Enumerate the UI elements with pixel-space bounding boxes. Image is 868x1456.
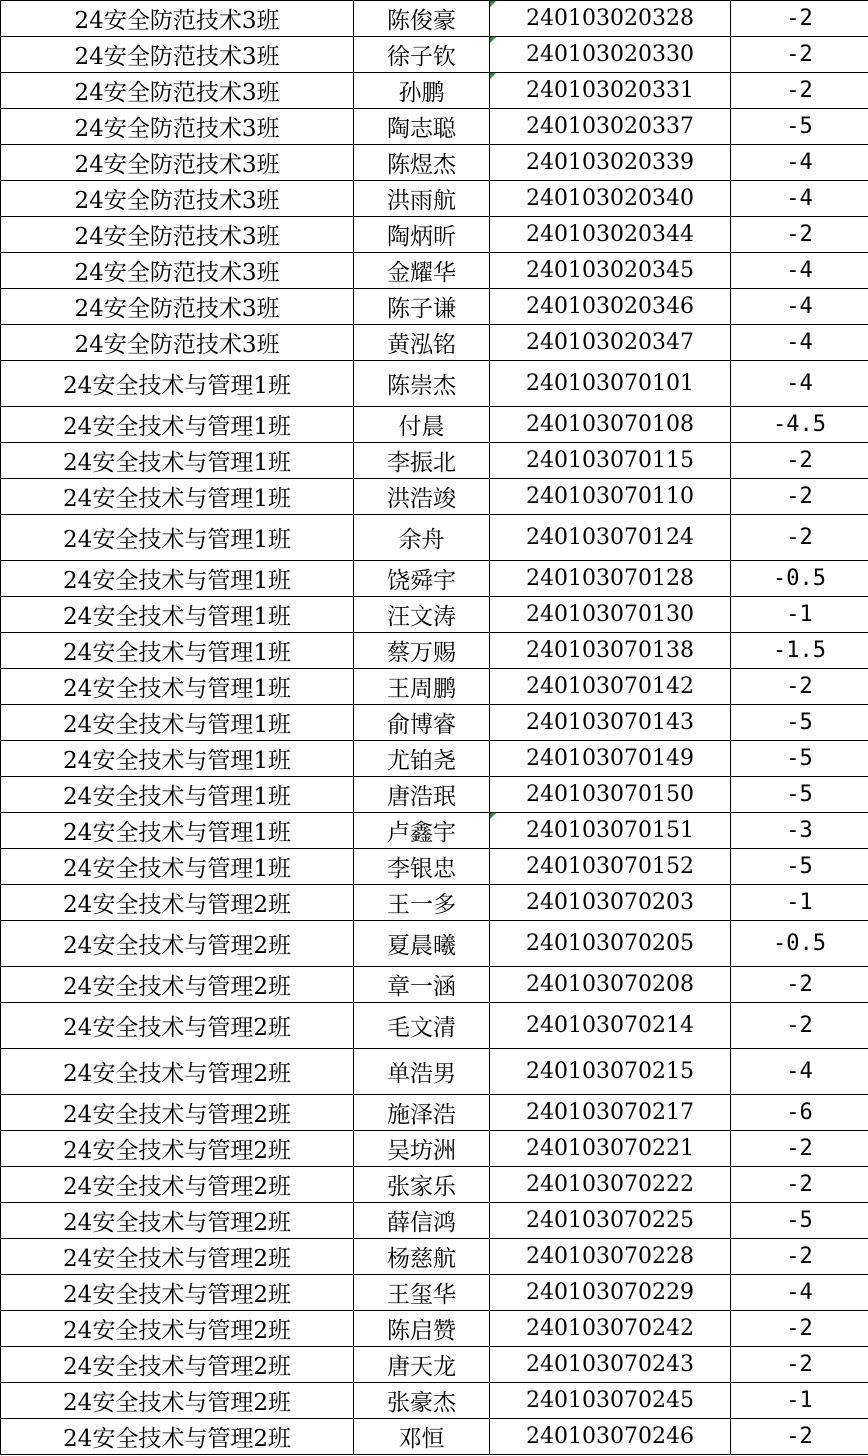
- score-cell: -4: [731, 253, 868, 289]
- class-cell: 24安全技术与管理2班: [1, 1383, 354, 1419]
- name-cell: 尤铂尧: [354, 741, 490, 777]
- student-id-cell: 240103070151: [490, 813, 731, 849]
- name-cell: 陈启赞: [354, 1311, 490, 1347]
- table-row: [1, 741, 868, 777]
- class-cell: 24安全技术与管理1班: [1, 479, 354, 515]
- student-id-cell: 240103070205: [490, 921, 731, 967]
- name-cell: 付晨: [354, 407, 490, 443]
- student-id-cell: 240103070228: [490, 1239, 731, 1275]
- name-cell: 王周鹏: [354, 669, 490, 705]
- class-cell: 24安全防范技术3班: [1, 145, 354, 181]
- score-cell: -2: [731, 669, 868, 705]
- student-id-cell: 240103070217: [490, 1095, 731, 1131]
- class-cell: 24安全技术与管理2班: [1, 967, 354, 1003]
- class-cell: 24安全技术与管理1班: [1, 669, 354, 705]
- student-id-cell: 240103070143: [490, 705, 731, 741]
- table-row: [1, 921, 868, 967]
- score-cell: -2: [731, 1, 868, 37]
- table-row: [1, 705, 868, 741]
- name-cell: 单浩男: [354, 1049, 490, 1095]
- score-cell: -1: [731, 1383, 868, 1419]
- score-cell: -2: [731, 443, 868, 479]
- name-cell: 唐天龙: [354, 1347, 490, 1383]
- class-cell: 24安全技术与管理2班: [1, 1239, 354, 1275]
- table-row: [1, 407, 868, 443]
- class-cell: 24安全技术与管理1班: [1, 515, 354, 561]
- table-row: [1, 669, 868, 705]
- score-cell: -2: [731, 1167, 868, 1203]
- table-row: [1, 561, 868, 597]
- score-cell: -6: [731, 1095, 868, 1131]
- name-cell: 金耀华: [354, 253, 490, 289]
- table-row: [1, 443, 868, 479]
- table-row: [1, 37, 868, 73]
- name-cell: 俞博睿: [354, 705, 490, 741]
- table-row: [1, 1003, 868, 1049]
- class-cell: 24安全防范技术3班: [1, 253, 354, 289]
- score-cell: -4: [731, 181, 868, 217]
- table-row: [1, 1275, 868, 1311]
- student-id-cell: 240103070130: [490, 597, 731, 633]
- name-cell: 陈俊豪: [354, 1, 490, 37]
- class-cell: 24安全技术与管理1班: [1, 741, 354, 777]
- table-row: [1, 253, 868, 289]
- score-cell: -3: [731, 813, 868, 849]
- class-cell: 24安全技术与管理2班: [1, 1131, 354, 1167]
- class-cell: 24安全技术与管理1班: [1, 597, 354, 633]
- student-id-cell: 240103070229: [490, 1275, 731, 1311]
- student-id-cell: 240103070225: [490, 1203, 731, 1239]
- score-cell: -2: [731, 1003, 868, 1049]
- class-cell: 24安全技术与管理2班: [1, 1347, 354, 1383]
- deduction-table-body: [1, 1, 868, 1455]
- table-row: [1, 1095, 868, 1131]
- table-row: [1, 109, 868, 145]
- table-row: [1, 967, 868, 1003]
- table-row: [1, 361, 868, 407]
- name-cell: 王玺华: [354, 1275, 490, 1311]
- name-cell: 卢鑫宇: [354, 813, 490, 849]
- student-id-cell: 240103070222: [490, 1167, 731, 1203]
- table-row: [1, 849, 868, 885]
- score-cell: -4: [731, 361, 868, 407]
- class-cell: 24安全技术与管理1班: [1, 407, 354, 443]
- score-cell: -5: [731, 777, 868, 813]
- class-cell: 24安全技术与管理1班: [1, 443, 354, 479]
- class-cell: 24安全防范技术3班: [1, 289, 354, 325]
- name-cell: 陈子谦: [354, 289, 490, 325]
- student-id-cell: 240103070214: [490, 1003, 731, 1049]
- student-id-cell: 240103070208: [490, 967, 731, 1003]
- student-id-cell: 240103020345: [490, 253, 731, 289]
- table-row: [1, 633, 868, 669]
- student-id-cell: 240103070152: [490, 849, 731, 885]
- score-cell: -5: [731, 849, 868, 885]
- student-id-cell: 240103070245: [490, 1383, 731, 1419]
- name-cell: 邓恒: [354, 1419, 490, 1455]
- table-row: [1, 289, 868, 325]
- student-id-cell: 240103070101: [490, 361, 731, 407]
- table-row: [1, 813, 868, 849]
- class-cell: 24安全技术与管理2班: [1, 1095, 354, 1131]
- score-cell: -1.5: [731, 633, 868, 669]
- name-cell: 李银忠: [354, 849, 490, 885]
- name-cell: 章一涵: [354, 967, 490, 1003]
- class-cell: 24安全技术与管理1班: [1, 633, 354, 669]
- score-cell: -4: [731, 289, 868, 325]
- score-cell: -4: [731, 1275, 868, 1311]
- class-cell: 24安全技术与管理1班: [1, 813, 354, 849]
- score-cell: -1: [731, 885, 868, 921]
- student-id-cell: 240103070128: [490, 561, 731, 597]
- name-cell: 吴坊洲: [354, 1131, 490, 1167]
- name-cell: 黄泓铭: [354, 325, 490, 361]
- score-cell: -5: [731, 741, 868, 777]
- class-cell: 24安全技术与管理2班: [1, 885, 354, 921]
- name-cell: 徐子钦: [354, 37, 490, 73]
- class-cell: 24安全技术与管理1班: [1, 561, 354, 597]
- table-row: [1, 597, 868, 633]
- table-row: [1, 1049, 868, 1095]
- score-cell: -0.5: [731, 921, 868, 967]
- score-cell: -5: [731, 1203, 868, 1239]
- name-cell: 孙鹏: [354, 73, 490, 109]
- name-cell: 施泽浩: [354, 1095, 490, 1131]
- class-cell: 24安全防范技术3班: [1, 217, 354, 253]
- table-row: [1, 181, 868, 217]
- score-cell: -2: [731, 1239, 868, 1275]
- score-cell: -4: [731, 325, 868, 361]
- score-cell: -2: [731, 1311, 868, 1347]
- class-cell: 24安全防范技术3班: [1, 1, 354, 37]
- score-cell: -2: [731, 1347, 868, 1383]
- name-cell: 李振北: [354, 443, 490, 479]
- student-id-cell: 240103070149: [490, 741, 731, 777]
- student-id-cell: 240103070108: [490, 407, 731, 443]
- score-cell: -2: [731, 1131, 868, 1167]
- name-cell: 陈煜杰: [354, 145, 490, 181]
- table-row: [1, 145, 868, 181]
- score-cell: -2: [731, 967, 868, 1003]
- class-cell: 24安全技术与管理2班: [1, 1203, 354, 1239]
- class-cell: 24安全技术与管理1班: [1, 705, 354, 741]
- table-row: [1, 1, 868, 37]
- student-id-cell: 240103070124: [490, 515, 731, 561]
- table-row: [1, 885, 868, 921]
- student-id-cell: 240103020347: [490, 325, 731, 361]
- table-row: [1, 777, 868, 813]
- student-id-cell: 240103070115: [490, 443, 731, 479]
- class-cell: 24安全防范技术3班: [1, 37, 354, 73]
- student-id-cell: 240103070150: [490, 777, 731, 813]
- name-cell: 夏晨曦: [354, 921, 490, 967]
- table-row: [1, 1347, 868, 1383]
- student-id-cell: 240103020340: [490, 181, 731, 217]
- student-id-cell: 240103070242: [490, 1311, 731, 1347]
- score-cell: -2: [731, 37, 868, 73]
- student-id-cell: 240103020330: [490, 37, 731, 73]
- table-row: [1, 1239, 868, 1275]
- score-cell: -5: [731, 109, 868, 145]
- student-id-cell: 240103020331: [490, 73, 731, 109]
- class-cell: 24安全技术与管理2班: [1, 1167, 354, 1203]
- name-cell: 洪浩竣: [354, 479, 490, 515]
- score-cell: -1: [731, 597, 868, 633]
- class-cell: 24安全技术与管理2班: [1, 1049, 354, 1095]
- score-cell: -4: [731, 145, 868, 181]
- class-cell: 24安全技术与管理2班: [1, 1311, 354, 1347]
- table-row: [1, 1131, 868, 1167]
- score-cell: -2: [731, 515, 868, 561]
- name-cell: 余舟: [354, 515, 490, 561]
- class-cell: 24安全技术与管理2班: [1, 1003, 354, 1049]
- name-cell: 薛信鸿: [354, 1203, 490, 1239]
- student-id-cell: 240103070110: [490, 479, 731, 515]
- name-cell: 杨慈航: [354, 1239, 490, 1275]
- table-row: [1, 73, 868, 109]
- table-row: [1, 1419, 868, 1455]
- name-cell: 饶舜宇: [354, 561, 490, 597]
- student-id-cell: 240103020337: [490, 109, 731, 145]
- student-id-cell: 240103070221: [490, 1131, 731, 1167]
- class-cell: 24安全技术与管理2班: [1, 1275, 354, 1311]
- score-cell: -4.5: [731, 407, 868, 443]
- table-row: [1, 1167, 868, 1203]
- table-row: [1, 217, 868, 253]
- name-cell: 张家乐: [354, 1167, 490, 1203]
- score-cell: -5: [731, 705, 868, 741]
- class-cell: 24安全技术与管理2班: [1, 1419, 354, 1455]
- student-id-cell: 240103020328: [490, 1, 731, 37]
- class-cell: 24安全防范技术3班: [1, 181, 354, 217]
- name-cell: 王一多: [354, 885, 490, 921]
- name-cell: 陶炳昕: [354, 217, 490, 253]
- score-cell: -2: [731, 217, 868, 253]
- class-cell: 24安全技术与管理1班: [1, 849, 354, 885]
- student-id-cell: 240103020339: [490, 145, 731, 181]
- score-cell: -2: [731, 73, 868, 109]
- student-id-cell: 240103070203: [490, 885, 731, 921]
- class-cell: 24安全技术与管理1班: [1, 361, 354, 407]
- score-cell: -0.5: [731, 561, 868, 597]
- score-cell: -2: [731, 479, 868, 515]
- name-cell: 张豪杰: [354, 1383, 490, 1419]
- student-id-cell: 240103070215: [490, 1049, 731, 1095]
- table-row: [1, 325, 868, 361]
- table-row: [1, 479, 868, 515]
- class-cell: 24安全防范技术3班: [1, 109, 354, 145]
- name-cell: 唐浩珉: [354, 777, 490, 813]
- name-cell: 毛文清: [354, 1003, 490, 1049]
- student-id-cell: 240103020344: [490, 217, 731, 253]
- table-row: [1, 1383, 868, 1419]
- score-cell: -4: [731, 1049, 868, 1095]
- class-cell: 24安全技术与管理1班: [1, 777, 354, 813]
- student-id-cell: 240103070142: [490, 669, 731, 705]
- name-cell: 陈崇杰: [354, 361, 490, 407]
- student-id-cell: 240103070246: [490, 1419, 731, 1455]
- class-cell: 24安全防范技术3班: [1, 73, 354, 109]
- student-id-cell: 240103020346: [490, 289, 731, 325]
- table-row: [1, 1203, 868, 1239]
- name-cell: 陶志聪: [354, 109, 490, 145]
- table-row: [1, 1311, 868, 1347]
- student-id-cell: 240103070138: [490, 633, 731, 669]
- name-cell: 汪文涛: [354, 597, 490, 633]
- class-cell: 24安全技术与管理2班: [1, 921, 354, 967]
- name-cell: 蔡万赐: [354, 633, 490, 669]
- table-row: [1, 515, 868, 561]
- name-cell: 洪雨航: [354, 181, 490, 217]
- student-id-cell: 240103070243: [490, 1347, 731, 1383]
- score-cell: -2: [731, 1419, 868, 1455]
- class-cell: 24安全防范技术3班: [1, 325, 354, 361]
